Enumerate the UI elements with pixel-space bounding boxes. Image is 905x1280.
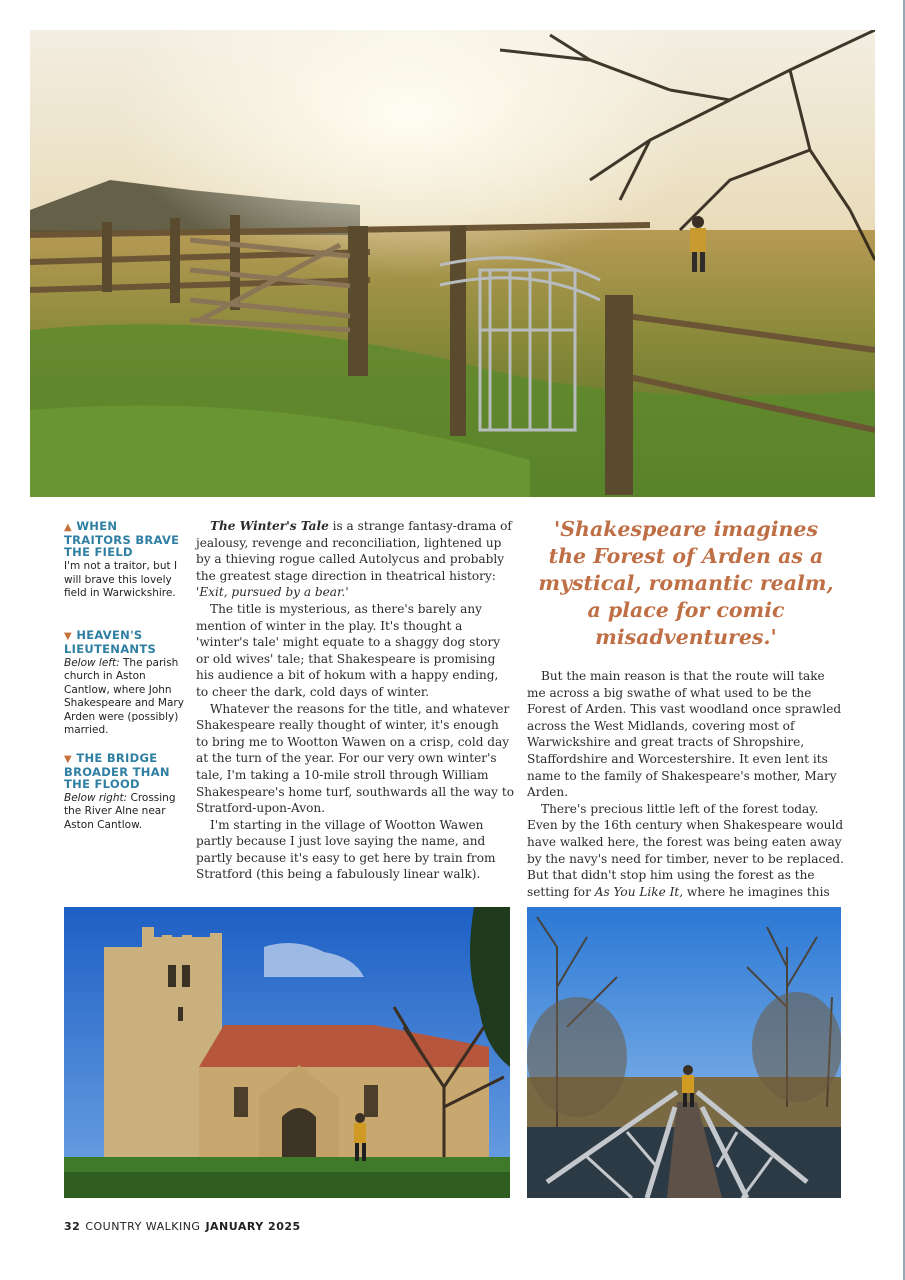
- play-title: The Winter's Tale: [210, 519, 329, 533]
- paragraph: The title is mysterious, as there's barely any mention of winter in the play. It's thought a 'winter's tale' might equate to a shaggy dog story or old wives' tale; that Shakespeare is promising his audience a bit of hokum with a happy ending, to cheer the dark, cold days of winter.: [196, 601, 501, 699]
- article-column-1: [196, 518, 514, 883]
- article-column-2: [527, 668, 845, 900]
- bridge-photo: [527, 907, 841, 1198]
- church-photo: [64, 907, 510, 1198]
- paragraph: Whatever the reasons for the title, and whatever Shakespeare really thought of winter, it's enough to bring me to Wootton Wawen on a crisp, cold day at the turn of the year. For our very own winter's tale, I'm taking a 10-mile stroll through William Shakespeare's home turf, southwards all the way to Stratford-upon-Avon.: [196, 701, 514, 816]
- pull-quote: 'Shakespeare imagines the Forest of Arden as a mystical, romantic realm, a place for comic misadventures.': [538, 517, 834, 649]
- page-number: 32: [64, 1220, 81, 1233]
- paragraph: I'm starting in the village of Wootton Wawen partly because I just love saying the name, and partly because it's easy to get here by train from Stratford (this being a fabulously linear walk).: [196, 817, 496, 882]
- stage-direction-quote: 'Exit, pursued by a bear.': [196, 585, 349, 600]
- caption-heading: HEAVEN'S LIEUTENANTS: [64, 627, 157, 656]
- magazine-name: COUNTRY WALKING: [85, 1220, 201, 1233]
- caption-label: Below left:: [64, 656, 120, 669]
- down-arrow-icon: ▼: [64, 753, 72, 765]
- down-arrow-icon: ▼: [64, 630, 72, 642]
- hero-photo-field-gate: [30, 30, 875, 497]
- photo-captions: [64, 520, 184, 846]
- caption-heavens-lieutenants: [64, 629, 184, 738]
- play-title: As You Like It,: [594, 884, 684, 899]
- caption-when-traitors: [64, 520, 184, 601]
- paragraph: But the main reason is that the route will take me across a big swathe of what used to be the Forest of Arden. This vast woodland once sprawled across the West Midlands, covering most of Warwickshire and great tracts of Shropshire, Staffordshire and Worcestershire. It even lent its name to the family of Shakespeare's mother, Mary Arden.: [527, 669, 842, 800]
- paragraph: There's precious little left of the forest today. Even by the 16th century when Shakespeare would have walked here, the forest was being eaten away by the navy's need for timber, never to be replaced. But that didn't stop him using the forest as the setting for As You Like It, where he imagines this: [527, 801, 844, 899]
- issue-date: JANUARY 2025: [205, 1220, 301, 1233]
- page-footer: [64, 1220, 301, 1233]
- caption-heading: WHEN TRAITORS BRAVE THE FIELD: [64, 519, 180, 559]
- caption-label: Below right:: [64, 791, 128, 804]
- caption-body: Crossing the River Alne near Aston Cantlow.: [64, 791, 176, 831]
- caption-body: I'm not a traitor, but I will brave this lovely field in Warwickshire.: [64, 560, 178, 599]
- caption-bridge: [64, 752, 184, 833]
- up-arrow-icon: ▲: [64, 522, 72, 533]
- paragraph: The Winter's Tale is a strange fantasy-drama of jealousy, revenge and reconciliation, lightened up by a thieving rogue called Autolycus and probably the greatest stage direction in theatrical history: 'Exit, pursued by a bear.': [196, 519, 512, 600]
- caption-heading: THE BRIDGE BROADER THAN THE FLOOD: [64, 750, 170, 791]
- caption-body: The parish church in Aston Cantlow, where John Shakespeare and Mary Arden were (possibly) married.: [64, 656, 184, 736]
